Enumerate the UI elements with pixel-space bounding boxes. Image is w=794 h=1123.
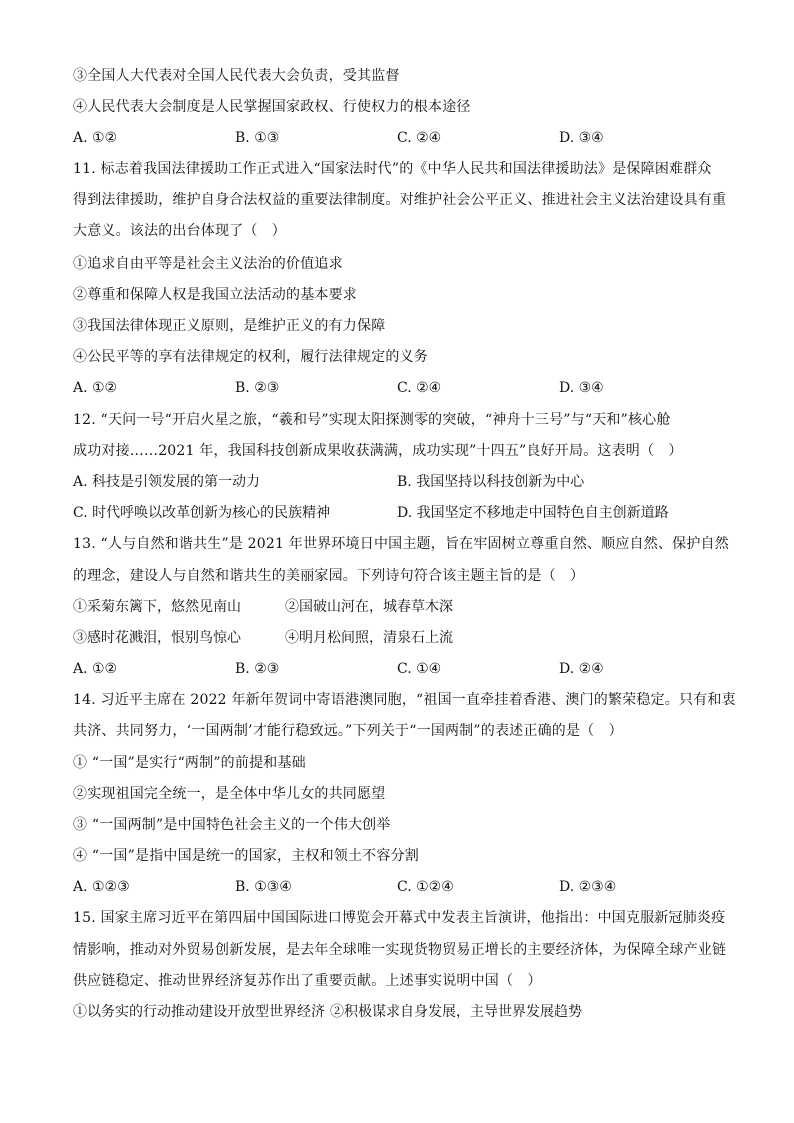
q14-option-c[interactable]: C. ①②④ [397, 879, 454, 895]
q13-stem-line-1: 13. “人与自然和谐共生”是 2021 年世界环境日中国主题，旨在牢固树立尊重自然、顺应自然、保护自然 [73, 536, 729, 552]
q14-option-d[interactable]: D. ②③④ [559, 879, 617, 895]
q12-stem-line-1: 12. “天问一号“开启火星之旅，“羲和号”实现太阳探测零的突破，“神舟十三号”与“天和”核心舱 [73, 412, 671, 428]
q13-option-c[interactable]: C. ①④ [397, 661, 442, 677]
q13-statement-2: ②国破山河在，城春草木深 [285, 599, 453, 615]
q11-option-c[interactable]: C. ②④ [397, 380, 442, 396]
q10-option-b[interactable]: B. ①③ [235, 130, 280, 146]
q10-option-a[interactable]: A. ①② [73, 130, 118, 146]
q11-statement-1: ①追求自由平等是社会主义法治的价值追求 [73, 256, 343, 272]
q14-stem-line-2: 共济、共同努力，‘一国两制’才能行稳致远。”下列关于“一国两制”的表述正确的是（ ） [73, 723, 623, 739]
q11-statement-2: ②尊重和保障人权是我国立法活动的基本要求 [73, 287, 357, 303]
q11-option-a[interactable]: A. ①② [73, 380, 118, 396]
q15-stem-line-3: 供应链稳定、推动世界经济复苏作出了重要贡献。上述事实说明中国（ ） [73, 973, 542, 989]
q11-statement-3: ③我国法律体现正义原则，是维护正义的有力保障 [73, 318, 386, 334]
q14-option-b[interactable]: B. ①③④ [235, 879, 292, 895]
q14-statement-3: ③ “一国两制”是中国特色社会主义的一个伟大创举 [73, 817, 391, 833]
q15-statement-1: ①以务实的行动推动建设开放型世界经济 [73, 1004, 325, 1020]
q15-statement-2: ②积极谋求自身发展，主导世界发展趋势 [330, 1004, 582, 1020]
q13-statement-3: ③感时花溅泪，恨别鸟惊心 [73, 630, 241, 646]
q13-option-b[interactable]: B. ②③ [235, 661, 280, 677]
q12-stem-line-2: 成功对接……2021 年，我国科技创新成果收获满满，成功实现”十四五”良好开局。这表明（ ） [73, 443, 683, 459]
q14-statement-4: ④ “一国”是指中国是统一的国家，主权和领土不容分割 [73, 848, 419, 864]
q13-statement-1: ①采菊东篱下，悠然见南山 [73, 599, 241, 615]
q14-stem-line-1: 14. 习近平主席在 2022 年新年贺词中寄语港澳同胞，“祖国一直牵挂着香港、澳门的繁荣稳定。只有和衷 [73, 692, 736, 708]
q13-option-a[interactable]: A. ①② [73, 661, 118, 677]
q14-statement-1: ① “一国”是实行“两制”的前提和基础 [73, 755, 306, 771]
q11-stem-line-1: 11. 标志着我国法律援助工作正式进入“国家法时代”的《中华人民共和国法律援助法》是保障困难群众 [73, 161, 712, 177]
q15-stem-line-2: 情影响，推动对外贸易创新发展，是去年全球唯一实现货物贸易正增长的主要经济体，为保障全球产业链 [73, 942, 727, 958]
q14-option-a[interactable]: A. ①②③ [73, 879, 130, 895]
q12-option-c[interactable]: C. 时代呼唤以改革创新为核心的民族精神 [73, 505, 331, 521]
q11-stem-line-3: 大意义。该法的出台体现了（ ） [73, 223, 286, 239]
q10-option-c[interactable]: C. ②④ [397, 130, 442, 146]
q11-option-b[interactable]: B. ②③ [235, 380, 280, 396]
q13-stem-line-2: 的理念，建设人与自然和谐共生的美丽家园。下列诗句符合该主题主旨的是（ ） [73, 568, 585, 584]
q12-option-a[interactable]: A. 科技是引领发展的第一动力 [73, 474, 261, 490]
q15-stem-line-1: 15. 国家主席习近平在第四届中国国际进口博览会开幕式中发表主旨演讲，他指出：中国克服新冠肺炎疫 [73, 910, 726, 926]
q11-stem-line-2: 得到法律援助，维护自身合法权益的重要法律制度。对维护社会公平正义、推进社会主义法治建设具有重 [73, 192, 727, 208]
q12-option-b[interactable]: B. 我国坚持以科技创新为中心 [397, 474, 585, 490]
q10-statement-4: ④人民代表大会制度是人民掌握国家政权、行使权力的根本途径 [73, 99, 471, 115]
q10-statement-3: ③全国人大代表对全国人民代表大会负责，受其监督 [73, 68, 400, 84]
q10-option-d[interactable]: D. ③④ [559, 130, 604, 146]
q11-statement-4: ④公民平等的享有法律规定的权利，履行法律规定的义务 [73, 349, 428, 365]
q13-statement-4: ④明月松间照，清泉石上流 [285, 630, 453, 646]
q14-statement-2: ②实现祖国完全统一，是全体中华儿女的共同愿望 [73, 786, 386, 802]
q12-option-d[interactable]: D. 我国坚定不移地走中国特色自主创新道路 [397, 505, 669, 521]
q11-option-d[interactable]: D. ③④ [559, 380, 604, 396]
q13-option-d[interactable]: D. ②④ [559, 661, 604, 677]
